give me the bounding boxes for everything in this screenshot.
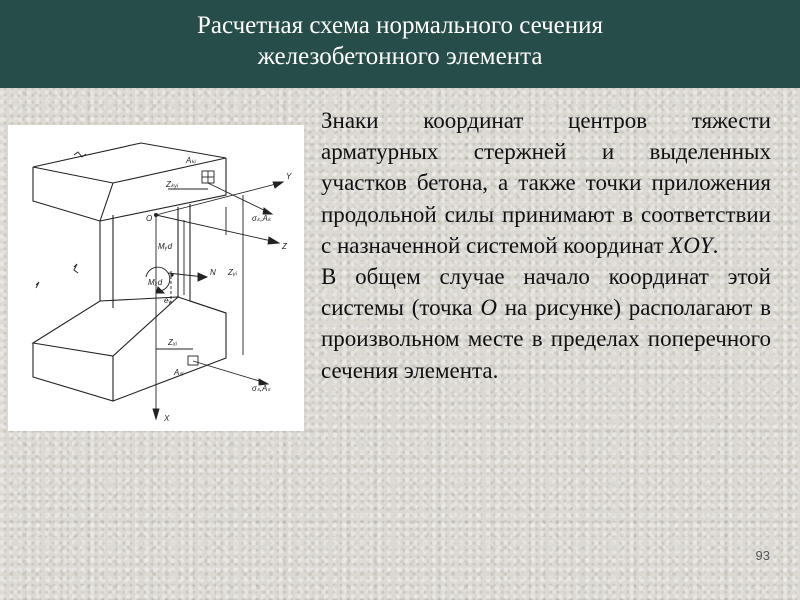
label-sigma-s: σₛ,Aₛ xyxy=(252,384,271,393)
section-diagram xyxy=(8,125,304,431)
label-z-kyi: Zₖᵧᵢ xyxy=(166,180,179,189)
coordinate-system-name: XOY xyxy=(669,232,713,258)
label-y-axis: Y xyxy=(286,172,292,181)
label-z-xi: Zₓᵢ xyxy=(168,338,177,347)
origin-point-name: O xyxy=(480,295,497,321)
label-n: N xyxy=(210,268,216,277)
origin-point xyxy=(154,213,158,217)
label-sigma-k: σₖ,Aₖ xyxy=(252,214,272,223)
label-origin-o: O xyxy=(146,214,153,223)
label-m-xd: Mₓd xyxy=(148,278,163,287)
slide-body-text xyxy=(321,105,771,386)
top-flange-top-face xyxy=(33,143,226,183)
label-a-si: Aₛᵢ xyxy=(174,368,184,377)
slide-title-line-1: Расчетная схема нормального сечения xyxy=(196,12,604,39)
paragraph-origin-placement: В общем случае начало координат этой системы (точка O на рисунке) располагают в произвольном месте в пределах поперечного сечения элемента. xyxy=(321,264,771,383)
label-a-ki: Aₖᵢ xyxy=(186,156,196,165)
slide-title-line-2: железобетонного элемента xyxy=(257,43,543,70)
page-number: 93 xyxy=(755,548,770,563)
label-e-y: eᵧ xyxy=(164,296,172,305)
label-x-axis: X xyxy=(164,414,170,423)
slide-title xyxy=(0,0,800,88)
label-m-yd: Mᵧd xyxy=(158,242,173,251)
force-point xyxy=(170,273,173,276)
rebar-area-marker xyxy=(188,356,198,365)
i-beam-scheme xyxy=(8,125,304,431)
label-z-yi: Zᵧᵢ xyxy=(228,268,237,277)
label-z-axis: Z xyxy=(282,242,287,251)
paragraph-coordinate-signs: Знаки координат центров тяжести арматурных стержней и выделенных участков бетона, а также точки приложения продольной силы принимают в соответствии с назначенной системой координат XOY. xyxy=(321,108,771,258)
